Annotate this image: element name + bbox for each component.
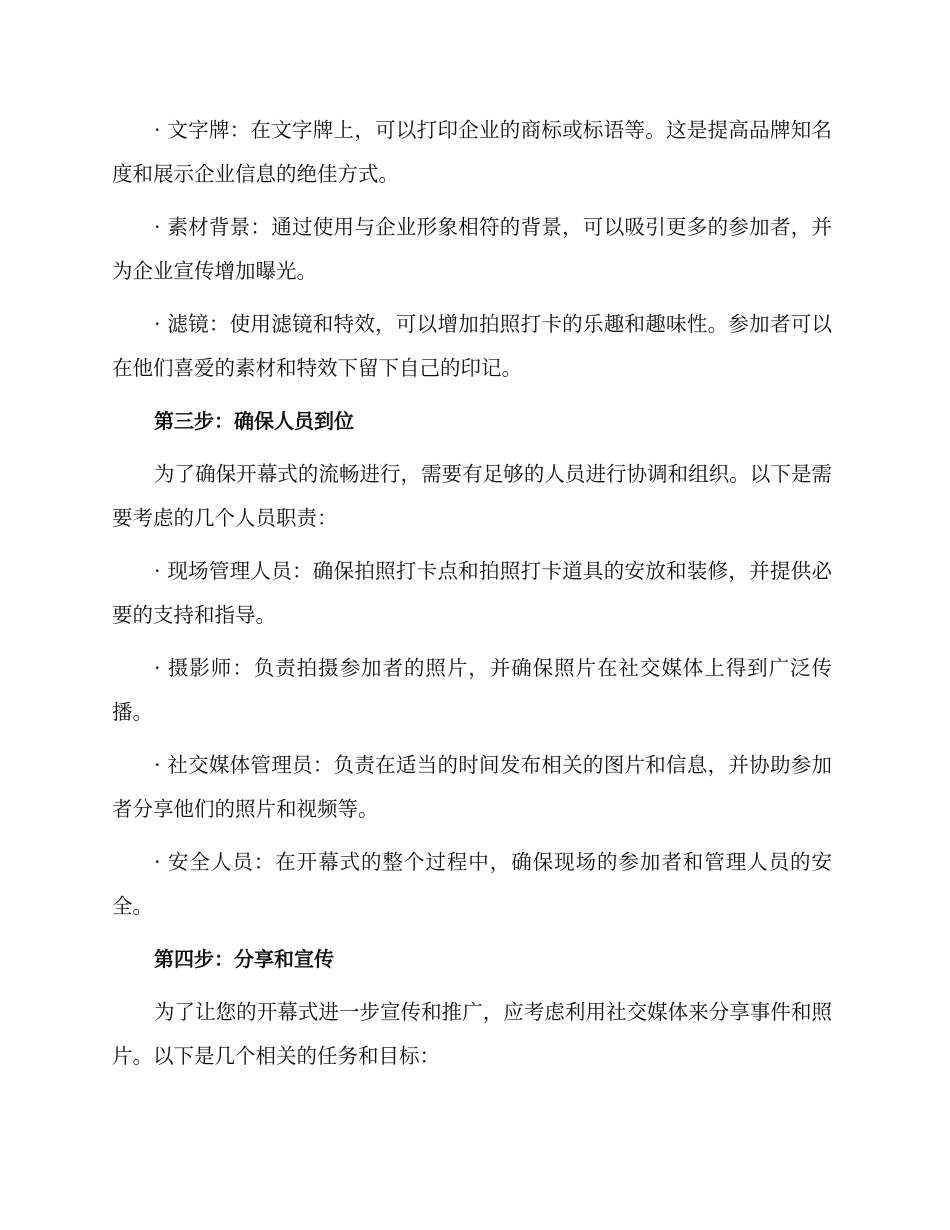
bullet-text-sign: · 文字牌：在文字牌上，可以打印企业的商标或标语等。这是提高品牌知名度和展示企业信息的绝佳方式。: [112, 118, 832, 186]
paragraph-staff-intro: 为了确保开幕式的流畅进行，需要有足够的人员进行协调和组织。以下是需要考虑的几个人员职责：: [112, 462, 832, 530]
bullet-security-staff: · 安全人员：在开幕式的整个过程中，确保现场的参加者和管理人员的安全。: [112, 850, 832, 918]
paragraph-sharing-intro: 为了让您的开幕式进一步宣传和推广，应考虑利用社交媒体来分享事件和照片。以下是几个相关的任务和目标：: [112, 1000, 832, 1068]
section-heading-step-3: 第三步：确保人员到位: [154, 409, 354, 433]
bullet-filters: · 滤镜：使用滤镜和特效，可以增加拍照打卡的乐趣和趣味性。参加者可以在他们喜爱的素材和特效下留下自己的印记。: [112, 312, 832, 380]
bullet-photographer: · 摄影师：负责拍摄参加者的照片，并确保照片在社交媒体上得到广泛传播。: [112, 656, 832, 724]
bullet-social-media-admin: · 社交媒体管理员：负责在适当的时间发布相关的图片和信息，并协助参加者分享他们的照片和视频等。: [112, 753, 832, 821]
section-heading-step-4: 第四步：分享和宣传: [154, 947, 334, 971]
bullet-material-background: · 素材背景：通过使用与企业形象相符的背景，可以吸引更多的参加者，并为企业宣传增加曝光。: [112, 215, 832, 283]
document-body: [112, 108, 832, 1087]
bullet-site-managers: · 现场管理人员：确保拍照打卡点和拍照打卡道具的安放和装修，并提供必要的支持和指导。: [112, 559, 832, 627]
